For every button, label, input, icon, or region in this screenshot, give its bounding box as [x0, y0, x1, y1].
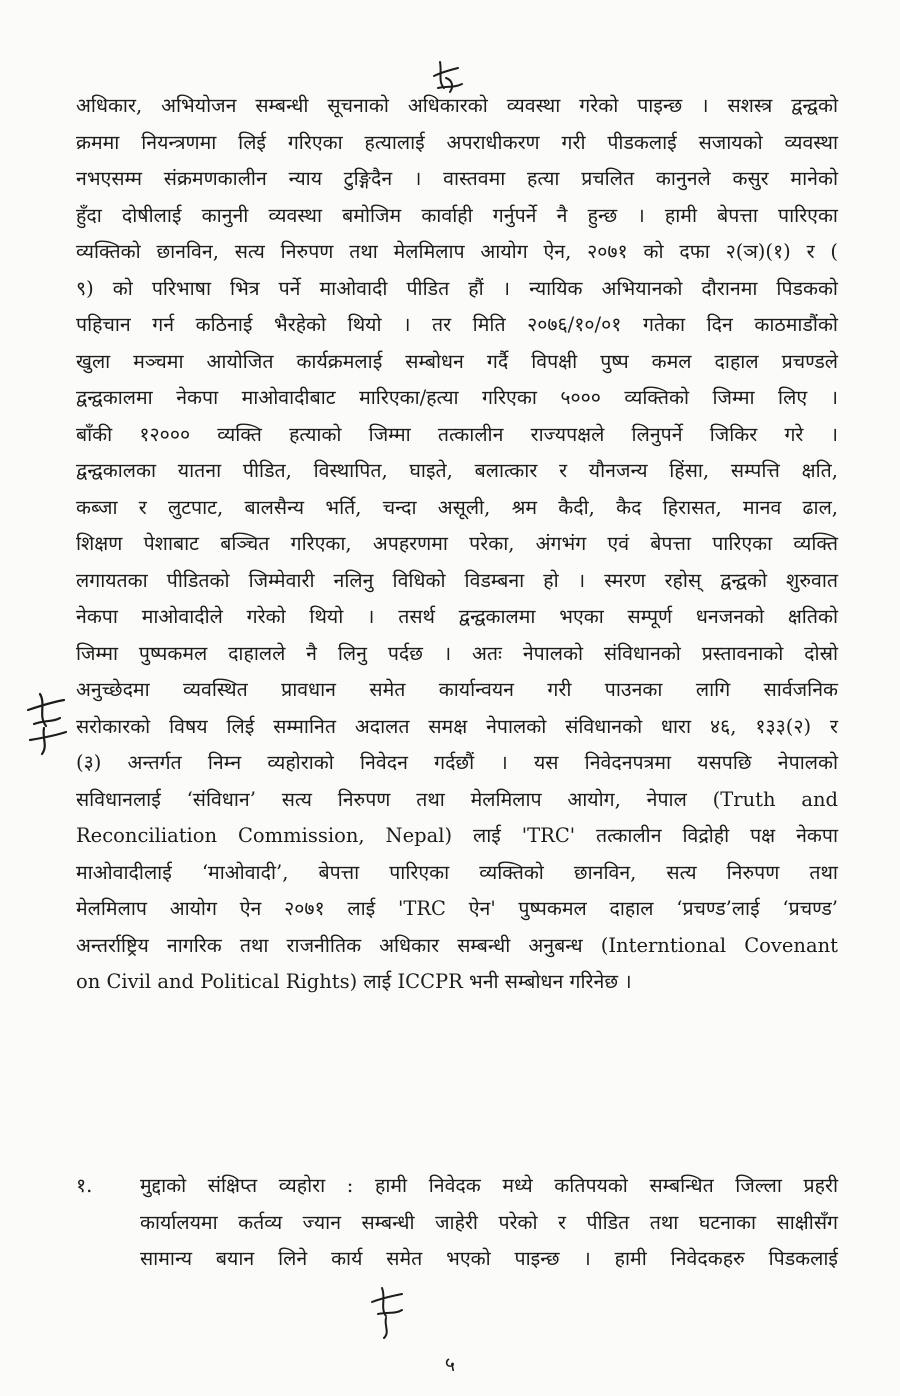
text-line: अनुच्छेदमा व्यवस्थित प्रावधान समेत कार्यान्वयन गरी पाउनका लागि सार्वजनिक	[76, 678, 838, 701]
text-line: क्रममा नियन्त्रणमा लिई गरिएका हत्यालाई अपराधीकरण गरी पीडकलाई सजायको व्यवस्था	[76, 130, 838, 154]
text-line: व्यक्तिको छानविन, सत्य निरुपण तथा मेलमिलाप आयोग ऐन, २०७१ को दफा २(ञ)(१) र (	[76, 240, 838, 263]
page-number: ५	[444, 1352, 456, 1376]
text-line: Reconciliation Commission, Nepal) लाई 'TRC' तत्कालीन विद्रोही पक्ष नेकपा	[76, 824, 838, 847]
body-paragraph	[76, 88, 838, 1001]
text-line: द्वन्द्वकालमा नेकपा माओवादीबाट मारिएका/हत्या गरिएका ५००० व्यक्तिको जिम्मा लिए ।	[76, 386, 838, 409]
text-line: सविधानलाई ‘संविधान’ सत्य निरुपण तथा मेलमिलाप आयोग, नेपाल (Truth and	[76, 787, 838, 811]
text-line: जिम्मा पुष्पकमल दाहालले नै लिनु पर्दछ । अतः नेपालको संविधानको प्रस्तावनाको दोस्रो	[76, 641, 838, 665]
signature-initials-bottom	[366, 1284, 410, 1340]
text-line: (३) अन्तर्गत निम्न व्यहोराको निवेदन गर्दछौं । यस निवेदनपत्रमा यसपछि नेपालको	[76, 751, 838, 774]
text-line: लगायतका पीडितको जिम्मेवारी नलिनु विधिको विडम्बना हो । स्मरण रहोस् द्वन्द्वको शुरुवात	[76, 568, 838, 592]
text-line: कार्यालयमा कर्तव्य ज्यान सम्बन्धी जाहेरी परेको र पीडित तथा घटनाका साक्षीसँग	[140, 1210, 838, 1234]
text-line: मेलमिलाप आयोग ऐन २०७१ लाई 'TRC ऐन' पुष्पकमल दाहाल ‘प्रचण्ड’लाई ‘प्रचण्ड’	[76, 897, 838, 920]
text-line: सामान्य बयान लिने कार्य समेत भएको पाइन्छ । हामी निवेदकहरु पिडकलाई	[140, 1247, 838, 1270]
text-line: सरोकारको विषय लिई सम्मानित अदालत समक्ष नेपालको संविधानको धारा ४६, १३३(२) र	[76, 714, 838, 738]
text-line: on Civil and Political Rights) लाई ICCPR भनी सम्बोधन गरिनेछ ।	[76, 970, 632, 993]
text-line: अन्तर्राष्ट्रिय नागरिक तथा राजनीतिक अधिकार सम्बन्धी अनुबन्ध (Interntional Covenant	[76, 933, 838, 957]
text-line: मुद्दाको संक्षिप्त व्यहोरा : हामी निवेदक मध्ये कतिपयको सम्बन्धित जिल्ला प्रहरी	[140, 1174, 838, 1197]
text-line: कब्जा र लुटपाट, बालसैन्य भर्ति, चन्दा असूली, श्रम कैदी, कैद हिरासत, मानव ढाल,	[76, 495, 838, 519]
text-line: ९) को परिभाषा भित्र पर्ने माओवादी पीडित हौं । न्यायिक अभियानको दौरानमा पिडकको	[76, 276, 838, 300]
text-line: शिक्षण पेशाबाट बञ्चित गरिएका, अपहरणमा परेका, अंगभंग एवं बेपत्ता पारिएका व्यक्ति	[76, 532, 838, 555]
text-line: खुला मञ्चमा आयोजित कार्यक्रमलाई सम्बोधन गर्दै विपक्षी पुष्प कमल दाहाल प्रचण्डले	[76, 349, 838, 373]
text-line: पहिचान गर्न कठिनाई भैरहेको थियो । तर मिति २०७६/१०/०१ गतेका दिन काठमाडौंको	[76, 313, 838, 336]
text-line: बाँकी १२००० व्यक्ति हत्याको जिम्मा तत्कालीन राज्यपक्षले लिनुपर्ने जिकिर गरे ।	[76, 422, 838, 446]
text-line: अधिकार, अभियोजन सम्बन्धी सूचनाको अधिकारको व्यवस्था गरेको पाइन्छ । सशस्त्र द्वन्द्वको	[76, 94, 838, 117]
section-body	[140, 1168, 838, 1278]
text-line: नेकपा माओवादीले गरेको थियो । तसर्थ द्वन्द्वकालमा भएका सम्पूर्ण धनजनको क्षतिको	[76, 605, 838, 628]
text-line: द्वन्द्वकालका यातना पीडित, विस्थापित, घाइते, बलात्कार र यौनजन्य हिंसा, सम्पत्ति क्षति,	[76, 459, 838, 482]
text-line: नभएसम्म संक्रमणकालीन न्याय टुङ्गिदैन । वास्तवमा हत्या प्रचलित कानुनले कसुर मानेको	[76, 167, 838, 190]
section-number: १.	[76, 1174, 93, 1197]
signature-initials-margin	[20, 688, 72, 760]
text-line: हुँदा दोषीलाई कानुनी व्यवस्था बमोजिम कार्वाही गर्नुपर्ने नै हुन्छ । हामी बेपत्ता पारिएका	[76, 203, 838, 227]
text-line: माओवादीलाई ‘माओवादी’, बेपत्ता पारिएका व्यक्तिको छानविन, सत्य निरुपण तथा	[76, 860, 838, 884]
